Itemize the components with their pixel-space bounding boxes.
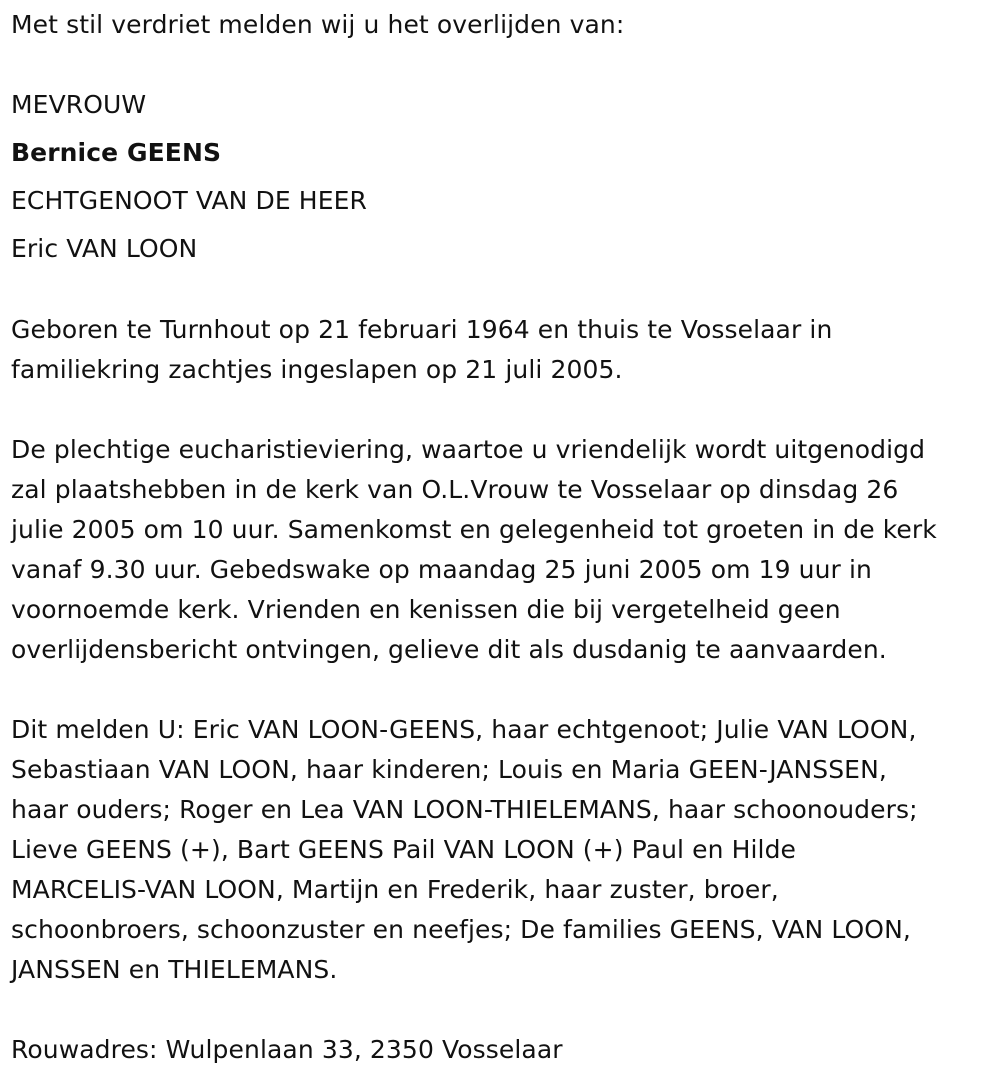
paragraph-line: overlijdensbericht ontvingen, gelieve dit als dusdanig te aanvaarden. — [11, 635, 887, 664]
ceremony-paragraph — [11, 430, 937, 670]
paragraph-line: haar ouders; Roger en Lea VAN LOON-THIELEMANS, haar schoonouders; — [11, 795, 918, 824]
family-paragraph — [11, 710, 918, 990]
paragraph-line: Dit melden U: Eric VAN LOON-GEENS, haar echtgenoot; Julie VAN LOON, — [11, 715, 917, 744]
spouse-name: Eric VAN LOON — [11, 234, 198, 263]
title-text: MEVROUW — [11, 90, 147, 119]
mourning-address: Rouwadres: Wulpenlaan 33, 2350 Vosselaar — [11, 1035, 563, 1064]
intro-text: Met stil verdriet melden wij u het overlijden van: — [11, 10, 625, 39]
paragraph-line: vanaf 9.30 uur. Gebedswake op maandag 25 juni 2005 om 19 uur in — [11, 555, 872, 584]
deceased-name: Bernice GEENS — [11, 138, 222, 167]
paragraph-line: Sebastiaan VAN LOON, haar kinderen; Louis en Maria GEEN-JANSSEN, — [11, 755, 887, 784]
paragraph-line: schoonbroers, schoonzuster en neefjes; De families GEENS, VAN LOON, — [11, 915, 911, 944]
paragraph-line: julie 2005 om 10 uur. Samenkomst en gelegenheid tot groeten in de kerk — [11, 515, 937, 544]
birth-paragraph — [11, 310, 832, 390]
paragraph-line: familiekring zachtjes ingeslapen op 21 juli 2005. — [11, 355, 623, 384]
paragraph-line: De plechtige eucharistieviering, waartoe u vriendelijk wordt uitgenodigd — [11, 435, 926, 464]
paragraph-line: Lieve GEENS (+), Bart GEENS Pail VAN LOON (+) Paul en Hilde — [11, 835, 797, 864]
paragraph-line: zal plaatshebben in de kerk van O.L.Vrouw te Vosselaar op dinsdag 26 — [11, 475, 899, 504]
spouse-label: ECHTGENOOT VAN DE HEER — [11, 186, 367, 215]
paragraph-line: MARCELIS-VAN LOON, Martijn en Frederik, haar zuster, broer, — [11, 875, 779, 904]
paragraph-line: voornoemde kerk. Vrienden en kenissen die bij vergetelheid geen — [11, 595, 841, 624]
paragraph-line: Geboren te Turnhout op 21 februari 1964 en thuis te Vosselaar in — [11, 315, 833, 344]
paragraph-line: JANSSEN en THIELEMANS. — [11, 955, 338, 984]
